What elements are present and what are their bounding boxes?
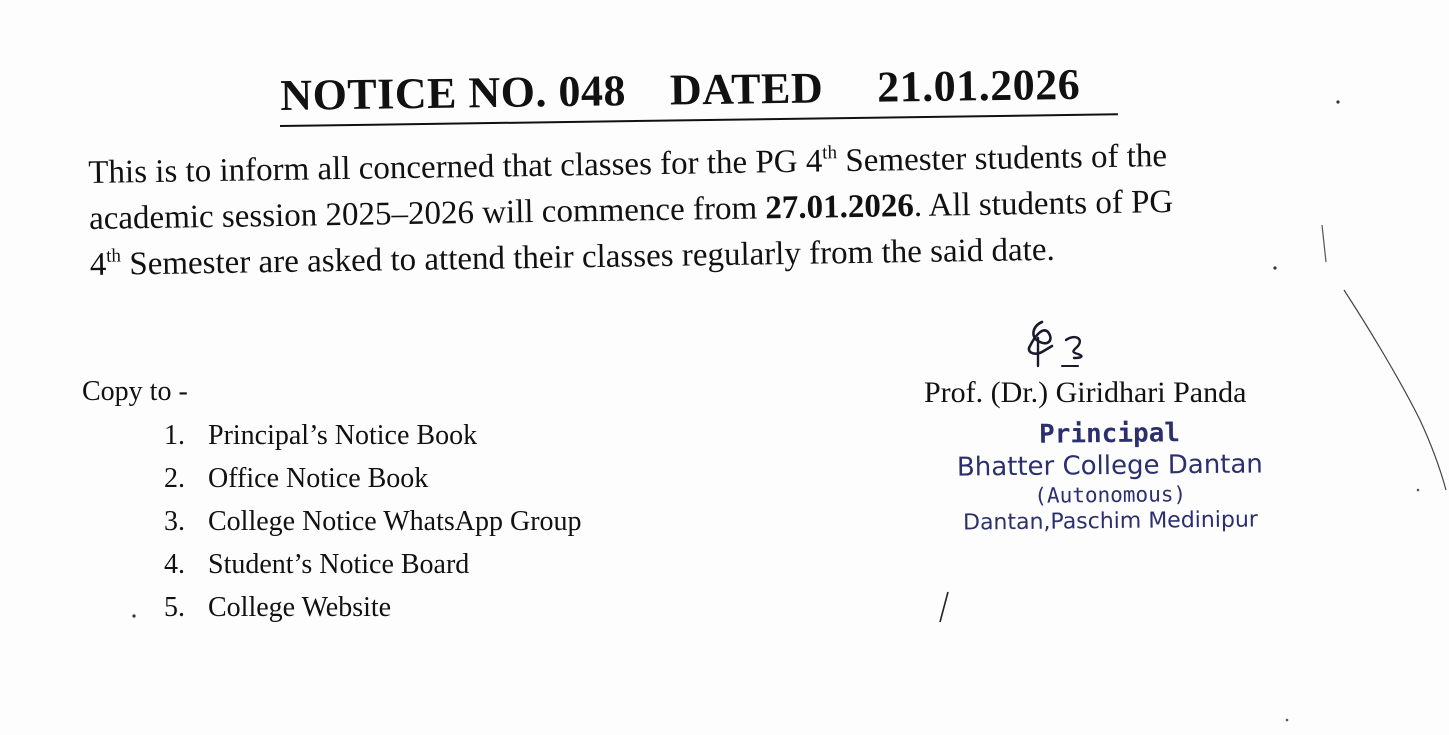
body-line-1: This is to inform all concerned that classes for the PG 4th Semester students of the xyxy=(88,138,1168,191)
stamp-status: (Autonomous) xyxy=(1034,482,1187,508)
copy-to-list xyxy=(164,418,582,633)
copy-to-item: 1. Principal’s Notice Book xyxy=(164,420,478,451)
copy-to-item: 4. Student’s Notice Board xyxy=(164,549,470,580)
copy-to-item: 2. Office Notice Book xyxy=(164,463,429,494)
principal-stamp xyxy=(929,416,1290,538)
copy-to-label: Copy to - xyxy=(82,376,188,407)
handwritten-signature xyxy=(1012,316,1102,372)
signatory-name: Prof. (Dr.) Giridhari Panda xyxy=(924,376,1247,409)
body-line-2: academic session 2025–2026 will commence from 27.01.2026. All students of PG xyxy=(88,183,1174,237)
copy-to-item: 3. College Notice WhatsApp Group xyxy=(164,506,582,537)
notice-title xyxy=(280,59,1080,121)
commence-date: 27.01.2026 xyxy=(765,188,915,227)
stamp-title: Principal xyxy=(1038,418,1181,450)
copy-to-item: 5. College Website xyxy=(164,592,392,623)
stamp-place: Dantan,Paschim Medinipur xyxy=(962,507,1258,536)
notice-number: NOTICE NO. 048 xyxy=(280,66,627,120)
notice-dated-label: DATED xyxy=(669,63,824,115)
body-line-3: 4th Semester are asked to attend their classes regularly from the said date. xyxy=(89,231,1055,283)
stamp-college: Bhatter College Dantan xyxy=(956,449,1263,483)
notice-body xyxy=(88,130,1350,288)
notice-date: 21.01.2026 xyxy=(876,59,1081,112)
